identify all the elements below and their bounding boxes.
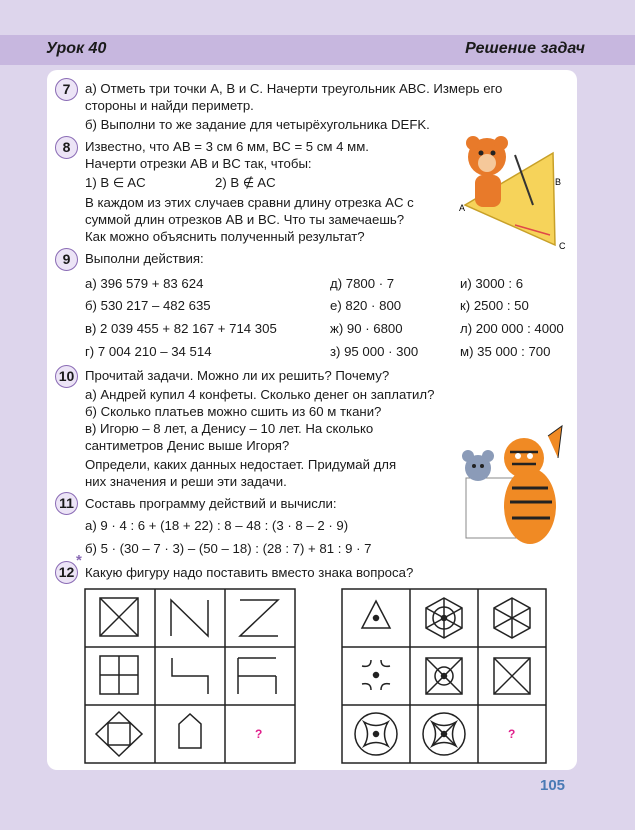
task-10-line: сантиметров Денис выше Игоря?	[85, 438, 290, 453]
task-9-item: е) 820 · 800	[330, 298, 402, 313]
figure-circle-curved-square	[355, 713, 397, 755]
task-9-item: а) 396 579 + 83 624	[85, 276, 204, 291]
task-8-case2: 2) B ∉ AC	[215, 175, 276, 190]
page-number: 105	[540, 777, 566, 794]
task-8-line5: Как можно объяснить полученный результат?	[85, 229, 365, 244]
task-10-line: а) Андрей купил 4 конфеты. Сколько денег он заплатил?	[85, 387, 435, 402]
question-mark-left: ?	[255, 727, 263, 741]
task-9-title: Выполни действия:	[85, 251, 204, 266]
figure-square-circle-cross	[426, 658, 462, 694]
right-figure-grid	[341, 588, 547, 764]
task-7-a-line1: а) Отметь три точки A, B и C. Начерти треугольник ABC. Измерь его	[85, 81, 503, 96]
task-9-item: д) 7800 · 7	[330, 276, 395, 291]
task-10-line: Прочитай задачи. Можно ли их решить? Почему?	[85, 368, 390, 383]
task-9-item: и) 3000 : 6	[460, 276, 524, 291]
figure-z-shape	[240, 600, 278, 636]
task-10-line: Определи, каких данных недостает. Придумай для	[85, 457, 397, 472]
lesson-title: Урок 40	[46, 40, 107, 57]
task-9-item: ж) 90 · 6800	[330, 321, 403, 336]
page-header	[0, 35, 635, 65]
label-a: A	[459, 203, 466, 213]
task-7-b-line: б) Выполни то же задание для четырёхугольника DEFK.	[85, 117, 430, 132]
task-12-number: 12	[55, 561, 78, 584]
figure-pentagon	[179, 714, 201, 748]
lesson-topic: Решение задач	[465, 40, 585, 57]
figure-n-shape	[171, 600, 208, 636]
task-9-item: м) 35 000 : 700	[460, 344, 551, 359]
task-10-line: в) Игорю – 8 лет, а Денису – 10 лет. На сколько	[85, 421, 374, 436]
label-b: B	[555, 177, 562, 187]
task-11-a: а) 9 · 4 : 6 + (18 + 22) : 8 – 48 : (3 · 8 – 2 · 9)	[85, 518, 349, 533]
task-7-number: 7	[55, 78, 78, 101]
task-9-item: з) 95 000 · 300	[330, 344, 419, 359]
task-8-line3: В каждом из этих случаев сравни длину отрезка AC с	[85, 195, 414, 210]
figure-square-cross-2	[494, 658, 530, 694]
question-mark-right: ?	[508, 727, 516, 741]
difficulty-star: *	[76, 552, 82, 569]
task-10-line: б) Сколько платьев можно сшить из 60 м ткани?	[85, 404, 382, 419]
figure-triangle-dot	[362, 601, 390, 628]
task-9-item: б) 530 217 – 482 635	[85, 298, 211, 313]
task-9-item: к) 2500 : 50	[460, 298, 529, 313]
figure-hexagon-spokes	[494, 598, 530, 638]
task-11-b: б) 5 · (30 – 7 · 3) – (50 – 18) : (28 : 7) + 81 : 9 · 7	[85, 541, 372, 556]
tiger-mouse-illustration	[458, 418, 568, 548]
figure-circle-star	[423, 713, 465, 755]
task-12-text: Какую фигуру надо поставить вместо знака вопроса?	[85, 565, 414, 580]
task-10-number: 10	[55, 365, 78, 388]
task-8-line4: суммой длин отрезков AB и BC. Что ты замечаешь?	[85, 212, 405, 227]
task-9-item: л) 200 000 : 4000	[460, 321, 564, 336]
task-8-line1: Известно, что AB = 3 см 6 мм, BC = 5 см 4 мм.	[85, 139, 369, 154]
task-7-a-line2: стороны и найди периметр.	[85, 98, 254, 113]
task-9-item: г) 7 004 210 – 34 514	[85, 344, 212, 359]
figure-square-quarters	[100, 656, 138, 694]
task-9-number: 9	[55, 248, 78, 271]
task-11-title: Составь программу действий и вычисли:	[85, 496, 337, 511]
task-10-line: них значения и реши эти задачи.	[85, 474, 287, 489]
figure-arcs-dot	[362, 660, 390, 690]
figure-diamond-in-square	[96, 712, 142, 756]
left-figure-grid	[84, 588, 296, 764]
figure-square-cross	[100, 598, 138, 636]
figure-step-shape	[172, 658, 208, 694]
task-8-number: 8	[55, 136, 78, 159]
label-c: C	[559, 241, 566, 251]
task-8-case1: 1) B ∈ AC	[85, 175, 146, 190]
task-9-item: в) 2 039 455 + 82 167 + 714 305	[85, 321, 277, 336]
figure-hexagon-star	[426, 598, 462, 638]
task-11-number: 11	[55, 492, 78, 515]
figure-h-shape	[238, 658, 276, 694]
task-8-line2: Начерти отрезки AB и BC так, чтобы:	[85, 156, 312, 171]
bear-triangle-illustration	[455, 135, 573, 255]
